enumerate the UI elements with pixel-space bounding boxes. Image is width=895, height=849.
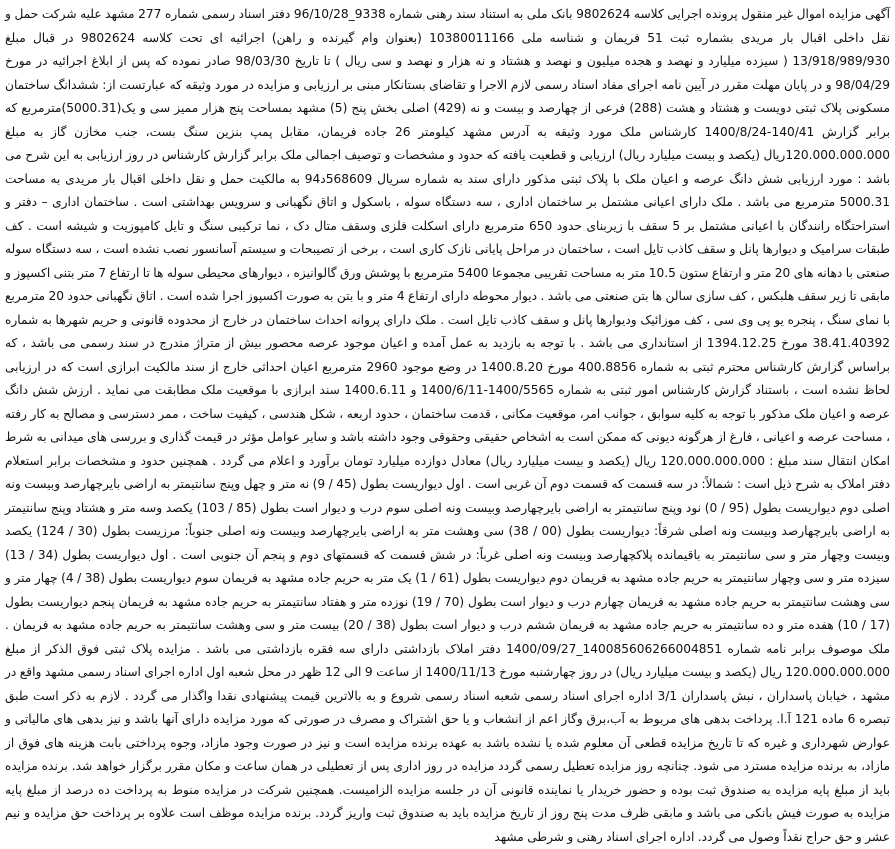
auction-notice-body: آگهی مزایده اموال غیر منقول پرونده اجرایی کلاسه 9802624 بانک ملی به استناد سند رهنی شماره 9338_96/10/28 دفتر اسناد رسمی شماره 277 مشهد علیه شرکت حمل و نقل داخلی اقبال بار مریدی بشماره ثبت 51 فریمان و شناسه ملی 10380011166 (بعنوان وام گیرنده و راهن) اجرائیه ای تحت کلاسه 9802624 در قبال مبلغ 13/918/989/930 ( سیزده میلیارد و نهصد و هجده میلیون و نهصد و هشتاد و نه هزار و نهصد و سی ریال ) تا تاریخ 98/03/30 صادر نموده که پس از ابلاغ اجرائیه در مورخ 98/04/29 و در پایان مهلت مقرر در آیین نامه اجرای مفاد اسناد رسمی لازم الاجرا و تقاضای بستانکار مبنی بر ارزیابی و مزایده در مورد وثیقه که عبارتست از: ششدانگ ساختمان مسکونی پلاک ثبتی دویست و هشتاد و هشت (288) فرعی از چهارصد و بیست و نه (429) اصلی بخش پنج (5) مشهد بمساحت پنج هزار ممیز سی و یک(5000.31)مترمربع که برابر گزارش 140/41-1400/8/24 کارشناس ملک مورد وثیقه به آدرس مشهد کیلومتر 26 جاده فریمان، مقابل پمپ بنزین سنگ بست، جنب مخازن گاز به مبلغ 120.000.000.000ریال (یکصد و بیست میلیارد ریال) ارزیابی و قطعیت یافته که حدود و مشخصات و توصیف اجمالی ملک برابر گزارش کارشناس در روز ارزیابی به این شرح می باشد : مورد ارزیابی شش دانگ عرصه و اعیان ملک با پلاک ثبتی مذکور دارای سند به شماره سریال 568609د94 به مالکیت حمل و نقل داخلی اقبال بار مریدی به مساحت 5000.31 مترمربع می باشد . ملک دارای اعیانی مشتمل بر ساختمان اداری ، سه دستگاه سوله ، باسکول و اتاق نگهبانی و سرویس بهداشتی است . ساختمان اداری – دفتر و استراحتگاه رانندگان با اعیانی مشتمل بر 5 سقف با زیربنای حدود 650 مترمربع دارای اسکلت فلزی وسقف متال دک ، نما ترکیبی سنگ و تایل کامپوزیت و شیشه است . کف طبقات سرامیک و دیوارها پانل و سقف کاذب تایل است ، ساختمان در مراحل پایانی نازک کاری است ، برخی از تصیبحات و سیستم آسانسور نصب نشده است ، سه دستگاه سوله صنعتی با دهانه های 20 متر و ارتفاع ستون 10.5 متر به مساحت تقریبی مجموعا 5400 مترمربع با پوشش ورق گالوانیزه ، دیوارهای محیطی سوله ها تا ارتفاع 7 متر بتنی اکسپوز و مابقی تا زیر سقف هلبکس ، کف سازی سالن ها بتن صنعتی می باشد . دیوار محوطه دارای ارتفاع 4 متر و با بتن به صورت اکسپوز اجرا شده است . اتاق نگهبانی حدود 20 مترمربع با نمای سنگ ، پنجره یو پی وی سی ، کف موزائیک ودیوارها پانل و سقف کاذب تایل است . ملک دارای پروانه احداث ساختمان در خارج از محدوده قانونی و حریم شهرها به شماره 38.41.40392 مورخ 1394.12.25 از استانداری می باشد . با توجه به بازدید به عمل آمده و اعیان موجود عرصه محصور بیش از متراژ مندرج در سند رسمی می باشد ، که براساس گزارش کارشناس محترم ثبتی به شماره 400.8856 مورخ 1400.8.20 در وضع موجود 2960 مترمربع اعیان احداثی خارج از سند مالکیت ابرازی است که در ارزیابی لحاظ نشده است ، باستناد گزارش کارشناس امور ثبتی به شماره 1400/5565-1400/6/11 و 1400.6.11 سند ابرازی با موقعیت ملک مطابقت می نماید . ارزش شش دانگ عرصه و اعیان ملک مذکور با توجه به کلیه سوابق ، جوانب امر، موقعیت مکانی ، قدمت ساختمان ، حدود اربعه ، شکل هندسی ، کیفیت ساخت ، ممر دسترسی و مصالح به کار رفته ، مساحت عرصه و اعیانی ، فارغ از هرگونه دیونی که ممکن است به اشخاص حقیقی وحقوقی وجود داشته باشد و سایر عوامل مؤثر در قیمت گذاری و بررسی های میدانی به شرط امکان انتقال سند مبلغ : 120.000.000.000 ریال (یکصد و بیست میلیارد ریال) معادل دوازده میلیارد تومان برآورد و اعلام می گردد . همچنین حدود و مشخصات برابر استعلام دفتر املاک به شرح ذیل است : شمالاً: در سه قسمت که قسمت دوم آن غربی است . اول دیواریست بطول (45 / 9) نه متر و چهل وپنج سانتیمتر به اراضی بایرچهارصد وبیست ونه اصلی دوم دیواریست بطول (95 / 0) نود وپنج سانتیمتر به اراضی بایرچهارصد وبیست ونه اصلی سوم درب و دیوار است بطول (85 / 103) یکصد وسه متر و هشتاد وپنج سانتیمتر به اراضی بایرچهارصد وبیست ونه اصلی شرقاً: دیواریست بطول (00 / 38) سی وهشت متر به اراضی بایرچهارصد وبیست ونه اصلی جنوباً: مرزیست بطول (30 / 124) یکصد وبیست وچهار متر و سی سانتیمتر به باقیمانده پلاکچهارصد وبیست ونه اصلی غرباً: در شش قسمت که قسمتهای دوم و پنجم آن جنوبی است . اول دیواریست بطول (34 / 13) سیزده متر و سی وچهار سانتیمتر به حریم جاده مشهد به فریمان دوم دیواریست بطول (61 / 1) یک متر به حریم جاده مشهد به فریمان سوم دیواریست بطول (38 / 4) چهار متر و سی وهشت سانتیمتر به حریم جاده مشهد به فریمان چهارم درب و دیوار است بطول (70 / 19) نوزده متر و هفتاد سانتیمتر به حریم جاده مشهد به فریمان پنجم دیواریست بطول (17 / 10) هفده متر و ده سانتیمتر به حریم جاده مشهد به فریمان ششم درب و دیوار است بطول (38 / 20) بیست متر و سی وهشت سانتیمتر به حریم جاده مشهد به فریمان . ملک موصوف برابر نامه شماره 140085606266004851_1400/09/27 دفتر املاک بازداشتی دارای سه فقره بازداشتی می باشد . مزایده پلاک ثبتی فوق الذکر از مبلغ 120.000.000.000 ریال (یکصد و بیست میلیارد ریال) در روز چهارشنبه مورخ 1400/11/13 از ساعت 9 الی 12 ظهر در محل شعبه اول اداره اجرای اسناد رسمی مشهد واقع در مشهد ، خیابان پاسداران ، نبش پاسداران 3/1 اداره اجرای اسناد رسمی شعبه اسناد رسمی شروع و به بالاترین قیمت پیشنهادی نقدا واگذار می گردد . لازم به ذکر است طبق تبصره 6 ماده 121 آ.ا. پرداخت بدهی های مربوط به آب،برق وگاز اعم از انشعاب و یا حق اشتراک و مصرف در صورتی که مورد مزایده دارای آنها باشد و نیز بدهی های مالیاتی و عوارض شهرداری و غیره که تا تاریخ مزایده قطعی آن معلوم شده یا نشده باشد به عهده برنده مزایده است و نیز در صورت وجود مازاد، وجوه پرداختی بابت هزینه های فوق از مازاد، به برنده مزایده مسترد می شود. چنانچه روز مزایده تعطیل رسمی گردد مزایده در روز اداری پس از تعطیلی در همان ساعت و مکان مقرر برگزار خواهد شد. برنده مزایده باید از مبلغ پایه مزایده به صندوق ثبت بوده و حضور خریدار یا نماینده قانونی آن در جلسه مزایده الزامیست. همچنین شرکت در مزایده منوط به پرداخت ده درصد از مبلغ پایه مزایده به صورت فیش بانکی می باشد و مابقی ظرف مدت پنج روز از تاریخ مزایده باید به صندوق ثبت واریز گردد. برنده مزایده موظف است علاوه بر پرداخت حق مزایده و نیم عشر و حق حراج نقداً وصول می گردد. اداره اجرای اسناد رهنی و شرطی مشهد <box>5 7 891 844</box>
